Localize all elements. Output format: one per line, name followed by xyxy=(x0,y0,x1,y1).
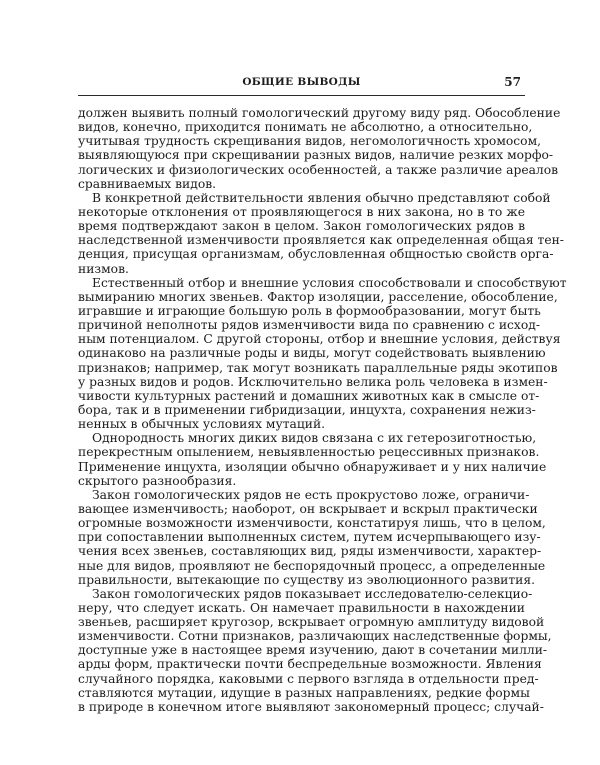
text-line: огромные возможности изменчивости, констатируя лишь, что в целом, xyxy=(78,516,546,531)
text-line: причиной неполноты рядов изменчивости вида по сравнению с исход- xyxy=(78,318,540,333)
text-line: доступные уже в настоящее время изучению, дают в сочетании милли- xyxy=(78,643,548,658)
text-line: Однородность многих диких видов связана с их гетерозиготностью, xyxy=(92,431,537,446)
running-head-title: ОБЩИЕ ВЫВОДЫ xyxy=(242,76,361,88)
text-line: должен выявить полный гомологический другому виду ряд. Обособление xyxy=(78,106,561,120)
text-line: В конкретной действительности явления обычно представляют собой xyxy=(92,190,551,205)
paragraph xyxy=(78,275,567,432)
paragraph xyxy=(78,586,552,714)
text-line: наследственной изменчивости проявляется как определенная общая тен- xyxy=(78,233,564,248)
text-line: выявляющуюся при скрещивании разных видов, наличие резких морфо- xyxy=(78,148,554,163)
text-line: видов, конечно, приходится понимать не абсолютно, а относительно, xyxy=(78,120,533,135)
body-text xyxy=(78,106,567,714)
text-line: ным потенциалом. С другой стороны, отбор и внешние условия, действуя xyxy=(78,332,561,347)
text-line: ненных в обычных условиях мутаций. xyxy=(78,417,326,432)
page-number: 57 xyxy=(504,75,521,89)
text-line: арды форм, практически почти беспредельные возможности. Явления xyxy=(78,657,542,672)
text-line: изменчивости. Сотни признаков, различающих наследственные формы, xyxy=(78,629,552,644)
running-header xyxy=(78,76,525,92)
text-line: сравниваемых видов. xyxy=(78,176,217,191)
text-line: низмов. xyxy=(78,261,129,276)
text-line: Естественный отбор и внешние условия способствовали и способствуют xyxy=(92,275,567,290)
text-line: звеньев, расширяет кругозор, вскрывает огромную амплитуду видовой xyxy=(78,615,545,630)
text-line: в природе в конечном итоге выявляют закономерный процесс; случай- xyxy=(78,699,544,714)
paragraph xyxy=(78,487,546,587)
text-line: случайного порядка, каковыми с первого взгляда в отдельности пред- xyxy=(78,671,539,686)
text-line: вымиранию многих звеньев. Фактор изоляции, расселение, обособление, xyxy=(78,289,558,304)
text-line: чения всех звеньев, составляющих вид, ряды изменчивости, характер- xyxy=(78,544,542,559)
paragraph xyxy=(78,190,564,276)
paragraph xyxy=(78,431,547,488)
text-line: Применение инцухта, изоляции обычно обнаруживает и у них наличие xyxy=(78,459,547,474)
text-line: скрытого разнообразия. xyxy=(78,473,237,488)
header-rule xyxy=(78,95,525,96)
text-line: логических и физиологических особенностей, а также различие ареалов xyxy=(78,162,559,177)
text-line: некоторые отклонения от проявляющегося в них закона, но в то же xyxy=(78,204,525,219)
text-line: денция, присущая организмам, обусловленная общностью свойств орга- xyxy=(78,247,554,262)
text-line: учитывая трудность скрещивания видов, негомологичность хромосом, xyxy=(78,134,542,149)
text-line: неру, что следует искать. Он намечает правильности в нахождении xyxy=(78,600,525,615)
text-line: игравшие и играющие большую роль в формообразовании, могут быть xyxy=(78,303,541,318)
text-line: чивости культурных растений и домашних животных как в смысле от- xyxy=(78,388,540,403)
text-line: у разных видов и родов. Исключительно велика роль человека в измен- xyxy=(78,374,548,389)
text-line: ные для видов, проявляют не беспорядочный процесс, а определенные xyxy=(78,558,546,573)
text-line: при сопоставлении выполненных систем, путем исчерпывающего изу- xyxy=(78,530,541,545)
text-line: вающее изменчивость; наоборот, он вскрывает и вскрыл практически xyxy=(78,501,538,516)
text-line: время подтверждают закон в целом. Закон гомологических рядов в xyxy=(78,219,525,234)
text-line: Закон гомологических рядов не есть прокрустово ложе, ограничи- xyxy=(92,487,530,502)
paragraph xyxy=(78,106,561,191)
text-line: правильности, вытекающие по существу из эволюционного развития. xyxy=(78,572,536,587)
text-line: перекрестным опылением, невыявленностью рецессивных признаков. xyxy=(78,445,540,460)
text-line: ставляются мутации, идущие в разных направлениях, редкие формы xyxy=(78,685,530,700)
text-line: одинаково на различные роды и виды, могут содействовать выявлению xyxy=(78,346,546,361)
text-line: признаков; например, так могут возникать параллельные ряды экотипов xyxy=(78,360,558,375)
text-line: Закон гомологических рядов показывает исследователю-селекцио- xyxy=(92,586,533,601)
text-line: бора, так и в применении гибридизации, инцухта, сохранения нежиз- xyxy=(78,402,536,417)
